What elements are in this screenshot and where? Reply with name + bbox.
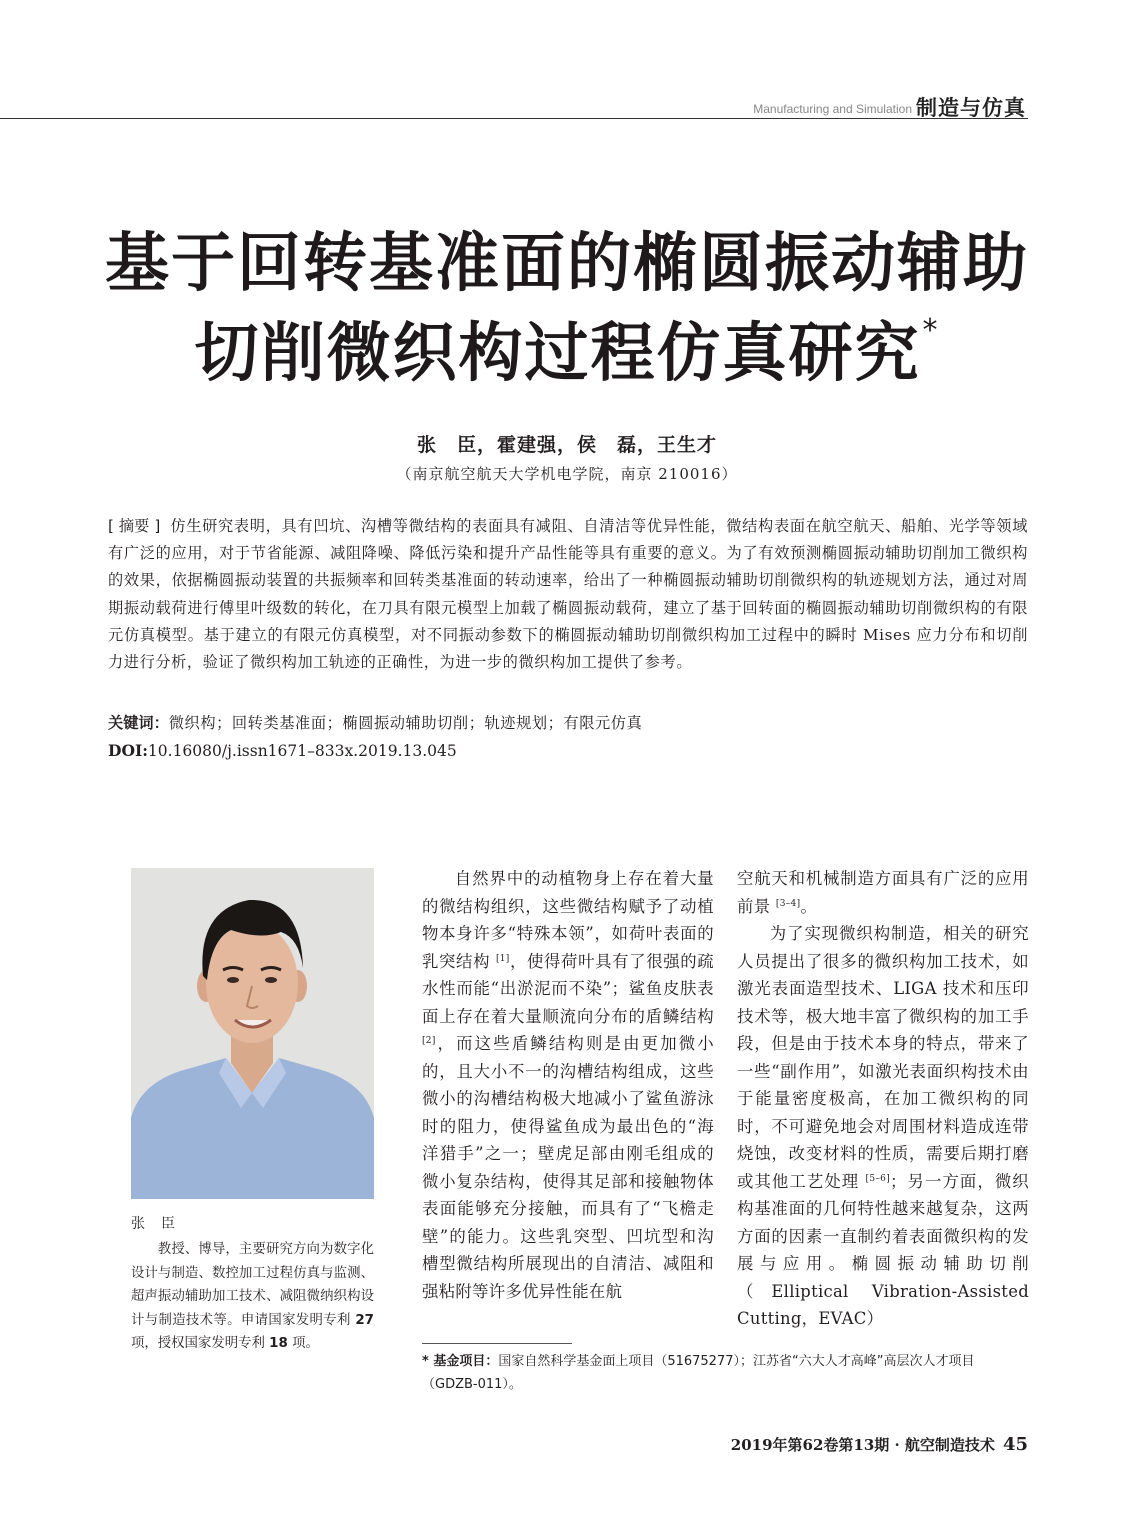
body-paragraph-1 [422,865,714,1305]
body-text: ，而这些盾鳞结构则是由更加微小的，且大小不一的沟槽结构组成，这些微小的沟槽结构极大地减小了鲨鱼游泳时的阻力，使得鲨鱼成为最出色的“海洋猎手”之一；壁虎足部由刚毛组成的微小复杂结构，使得其足部和接触物体表面能够充分接触，而具有了“飞檐走壁”的能力。这些乳突型、凹坑型和沟槽型微结构所展现出的自清洁、减阻和强粘附等许多优异性能在航 [422,1034,714,1301]
body-text: 空航天和机械制造方面具有广泛的应用前景 [737,869,1029,916]
author-list: 张 臣，霍建强，侯 磊，王生才 [416,434,717,456]
paper-title-line1: 基于回转基准面的椭圆振动辅助 [105,227,1029,301]
bio-text-2: 项，授权国家发明专利 [131,1336,270,1351]
citation-3-4: [3–4] [775,898,801,909]
body-paragraph-1-cont [737,865,1029,920]
bio-name: 张 臣 [131,1216,176,1232]
citation-5-6: [5–6] [865,1173,891,1184]
bio-patents-applied: 27 [355,1312,374,1328]
section-title-en: Manufacturing and Simulation [753,102,912,116]
abstract-label: [ 摘要 ] [108,517,161,535]
citation-1: [1] [495,953,510,964]
author-bio [131,1238,374,1356]
body-column-left [422,865,714,1305]
footnote-text: 国家自然科学基金面上项目（51675277）；江苏省“六大人才高峰”高层次人才项目（GDZB-011）。 [422,1354,975,1392]
funding-footnote [422,1350,1028,1396]
journal-issue: 2019年第62卷第13期 · 航空制造技术 [730,1436,995,1454]
abstract-text: 仿生研究表明，具有凹坑、沟槽等微结构的表面具有减阻、自清洁等优异性能，微结构表面在航空航天、船舶、光学等领域有广泛的应用，对于节省能源、减阻降噪、降低污染和提升产品性能等具有重要的意义。为了有效预测椭圆振动辅助切削加工微织构的效果，依据椭圆振动装置的共振频率和回转类基准面的转动速率，给出了一种椭圆振动辅助切削微织构的轨迹规划方法，通过对周期振动载荷进行傅里叶级数的转化，在刀具有限元模型上加载了椭圆振动载荷，建立了基于回转面的椭圆振动辅助切削微织构的有限元仿真模型。基于建立的有限元仿真模型，对不同振动参数下的椭圆振动辅助切削微织构加工过程中的瞬时 Mises 应力分布和切削力进行分析，验证了微织构加工轨迹的正确性，为进一步的微织构加工提供了参考。 [108,517,1028,672]
body-text: ，使得荷叶具有了很强的疏水性而能“出淤泥而不染”；鲨鱼皮肤表面上存在着大量顺流向分布的盾鳞结构 [422,951,714,1026]
doi-label: DOI: [108,741,148,760]
body-text: 为了实现微织构制造，相关的研究人员提出了很多的微织构加工技术，如激光表面造型技术、LIGA 技术和压印技术等，极大地丰富了微织构的加工手段，但是由于技术本身的特点，带来了一些“副作用”，如激光表面织构技术由于能量密度极高，在加工微织构的同时，不可避免地会对周围材料造成连带烧蚀，改变材料的性质，需要后期打磨或其他工艺处理 [737,924,1029,1191]
section-title-cn: 制造与仿真 [916,95,1026,120]
doi-text: 10.16080/j.issn1671–833x.2019.13.045 [147,742,457,760]
bio-text-3: 项。 [287,1336,319,1351]
footnote-label: * 基金项目： [422,1354,499,1369]
page-footer [731,1434,1028,1455]
funding-mark: * [922,313,940,348]
body-paragraph-2 [737,920,1029,1333]
body-text: ；另一方面，微织构基准面的几何特性越来越复杂，这两方面的因素一直制约着表面微织构的发展与应用。椭圆振动辅助切削（Elliptical Vibration-Assisted Cutting，EVAC） [737,1171,1029,1328]
doi [108,741,457,760]
body-text: 自然界中的动植物身上存在着大量的微结构组织，这些微结构赋予了动植物本身许多“特殊本领”，如荷叶表面的乳突结构 [422,869,714,971]
paper-title-line2 [0,313,1134,391]
abstract [108,513,1028,676]
page-number: 45 [1002,1434,1028,1455]
keywords-text: 微织构；回转类基准面；椭圆振动辅助切削；轨迹规划；有限元仿真 [168,714,643,732]
author-photo [131,868,374,1199]
bio-patents-granted: 18 [269,1336,288,1351]
header-rule [0,118,1028,119]
keywords-label: 关键词： [108,714,169,732]
body-column-right [737,865,1029,1333]
keywords [108,712,1028,733]
body-text: 。 [800,896,818,916]
bio-text-1: 教授、博导，主要研究方向为数字化设计与制造、数控加工过程仿真与监测、超声振动辅助加工技术、减阻微纳织构设计与制造技术等。申请国家发明专利 [131,1242,374,1328]
affiliation: （南京航空航天大学机电学院，南京 210016） [396,465,738,483]
footnote-rule [422,1343,572,1344]
citation-2: [2] [422,1036,436,1046]
paper-title-line2-text: 切削微织构过程仿真研究 [194,317,921,391]
author-portrait-illustration [131,868,374,1199]
